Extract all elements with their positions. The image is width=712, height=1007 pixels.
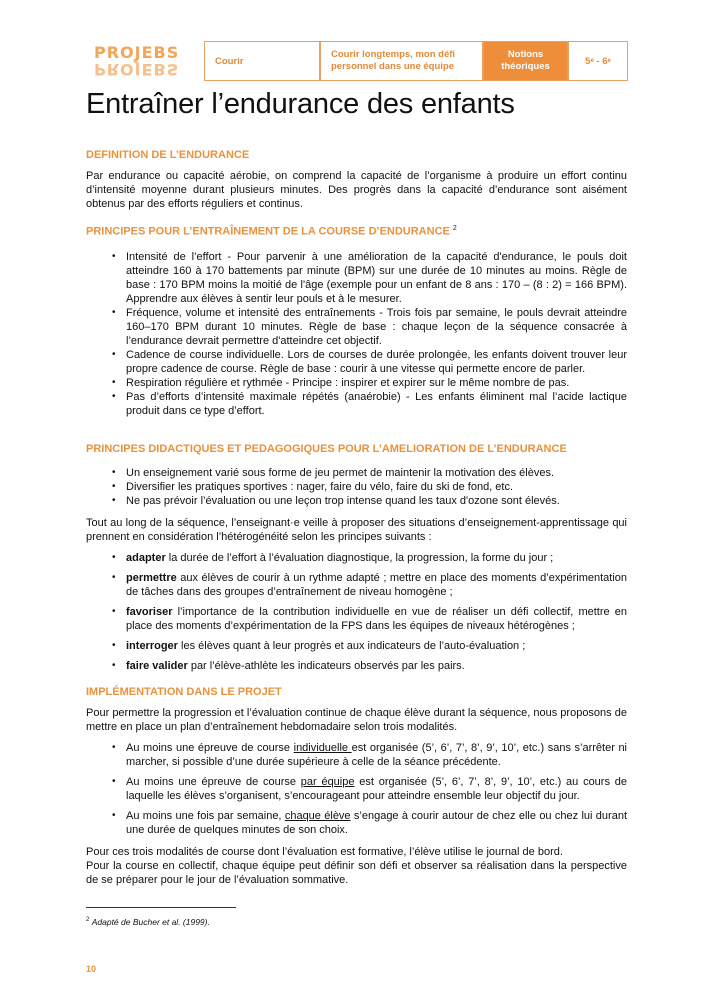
bullet-icon: • [112, 640, 116, 651]
bullet-icon: • [112, 742, 116, 753]
list-item: • faire valider par l’élève-athlète les indicateurs observés par les pairs. [112, 660, 465, 672]
page-number: 10 [86, 964, 97, 974]
footnote-separator [86, 907, 236, 908]
list-item: • Fréquence, volume et intensité des entraînements - Trois fois par semaine, le pouls devrait atteindre 160–170 BPM durant 10 minutes. Règle de base : chaque leçon de la séquence consacrée à l’endurance devrait permettre d'atteindre cet objectif. [112, 306, 627, 347]
header-section: Notions théoriques [483, 41, 568, 81]
collective-paragraph: Pour la course en collectif, chaque équipe peut définir son défi et observer sa réalisation dans la perspective de se préparer pour le jour de l’évaluation sommative. [86, 860, 627, 886]
section-heading: DEFINITION DE L’ENDURANCE [86, 149, 250, 161]
header-grade: 5 e - 6 e [568, 41, 628, 81]
list-item: • Pas d’efforts d’intensité maximale répétés (anaérobie) - Les enfants éliminent mal l’acide lactique produit dans ce type d’effort. [112, 390, 627, 417]
definition-paragraph: Par endurance ou capacité aérobie, on comprend la capacité de l’organisme à produire un effort continu d’intensité moyenne durant plusieurs minutes. Des progrès dans la capacité d’endurance sont aisément obtenus par des efforts réguliers et continus. [86, 170, 627, 210]
list-item: • Diversifier les pratiques sportives : nager, faire du vélo, faire du ski de fond, etc. [112, 481, 514, 493]
section-didactic-principles [86, 442, 627, 679]
bullet-icon: • [112, 481, 116, 492]
bullet-icon: • [112, 606, 116, 617]
list-item: • Respiration régulière et rythmée - Principe : inspirer et expirer sur le même nombre de pas. [112, 376, 570, 389]
section-training-principles [86, 222, 627, 418]
bullet-icon: • [112, 467, 116, 478]
logo-text-mirrored: PROJEBS [94, 60, 180, 79]
logo-text: PROJEBS [94, 43, 180, 62]
section-heading: IMPLÉMENTATION DANS LE PROJET [86, 686, 282, 698]
list-item: • interroger les élèves quant à leur progrès et aux indicateurs de l’auto-évaluation ; [112, 640, 526, 652]
footnote-ref: 2 [452, 225, 457, 232]
bullet-icon: • [112, 572, 116, 583]
list-item: • Au moins une épreuve de course par équipe est organisée (5’, 6’, 7’, 8’, 9’, 10’, etc.) au cours de laquelle les élèves s’organisent, s’encourageant pour atteindre ensemble leur objectif du jour. [112, 776, 627, 802]
projebs-logo [86, 41, 204, 81]
list-item: • Au moins une épreuve de course individuelle est organisée (5’, 6’, 7’, 8’, 9’, 10’, etc.) sans s’arrêter ni marcher, si possible d’une durée supérieure à celle de la séance précédente. [112, 742, 628, 768]
list-item: • Ne pas prévoir l’évaluation ou une leçon trop intense quand les taux d'ozone sont élevés. [112, 495, 560, 507]
bullet-icon: • [112, 376, 116, 388]
list-item: • Au moins une fois par semaine, chaque élève s’engage à courir autour de chez elle ou chez lui durant une durée de quelques minutes de son choix. [112, 810, 627, 836]
sequence-paragraph: Tout au long de la séquence, l’enseignant·e veille à proposer des situations d’enseignement-apprentissage qui prennent en considération l’hétérogénéité selon les principes suivants : [86, 517, 627, 543]
bullet-icon: • [112, 390, 116, 402]
bullet-icon: • [112, 306, 116, 318]
bullet-icon: • [112, 250, 116, 262]
section-heading: PRINCIPES DIDACTIQUES ET PEDAGOGIQUES POUR L’AMELIORATION DE L’ENDURANCE [86, 443, 567, 455]
header-project-title: Courir longtemps, mon défi personnel dans une équipe [320, 41, 483, 81]
section-definition [86, 148, 627, 211]
list-item: • Un enseignement varié sous forme de jeu permet de maintenir la motivation des élèves. [112, 467, 555, 479]
page-title: Entraîner l’endurance des enfants [86, 88, 515, 120]
list-item: • favoriser l’importance de la contribution individuelle en vue de réaliser un défi collectif, mettre en place des moments d’expérimentation de la FPS dans les équipes de niveaux hétérogènes ; [112, 606, 627, 632]
section-heading: PRINCIPES POUR L’ENTRAÎNEMENT DE LA COURSE D’ENDURANCE $^2$ [86, 225, 457, 238]
implementation-paragraph: Pour permettre la progression et l’évaluation continue de chaque élève durant la séquence, nous proposons de mettre en place un plan d’entraînement hebdomadaire selon trois modalités. [86, 707, 627, 733]
bullet-icon: • [112, 810, 116, 821]
modalities-list [86, 741, 627, 837]
list-item: • Intensité de l’effort - Pour parvenir à une amélioration de la capacité d'endurance, le pouls doit atteindre 160 à 170 battements par minute (BPM) sur une durée de 10 minutes au moins. Règle de base : 170 BPM moins la moitié de l'âge (exemple pour un enfant de 8 ans : 170 – (8 : 2) = 166 BPM). Apprendre aux élèves à sentir leur pouls et à le mesurer. [112, 250, 627, 305]
evaluation-paragraph: Pour ces trois modalités de course dont l’évaluation est formative, l’élève utilise le journal de bord. [86, 846, 563, 858]
bullet-icon: • [112, 552, 116, 563]
differentiation-list [86, 551, 627, 673]
bullet-icon: • [112, 348, 116, 360]
page-header [86, 41, 629, 81]
bullet-icon: • [112, 776, 116, 787]
list-item: • Cadence de course individuelle. Lors de courses de durée prolongée, les enfants doivent trouver leur propre cadence de course. Règle de base : courir à une vitesse qui permette encore de parler. [112, 348, 627, 375]
header-discipline: Courir [204, 41, 320, 81]
list-item: • permettre aux élèves de courir à un rythme adapté ; mettre en place des moments d’expérimentation de tâches dans des groupes d’entraînement de niveau homogène ; [112, 572, 627, 598]
list-item: • adapter la durée de l’effort à l’évaluation diagnostique, la progression, la forme du jour ; [112, 552, 554, 564]
bullet-icon: • [112, 660, 116, 671]
didactic-list [86, 466, 627, 508]
bullet-icon: • [112, 495, 116, 506]
training-principles-list [86, 250, 627, 418]
section-implementation [86, 685, 627, 887]
footnote: $^2$ Adapté de Bucher et al. (1999). [86, 917, 210, 927]
